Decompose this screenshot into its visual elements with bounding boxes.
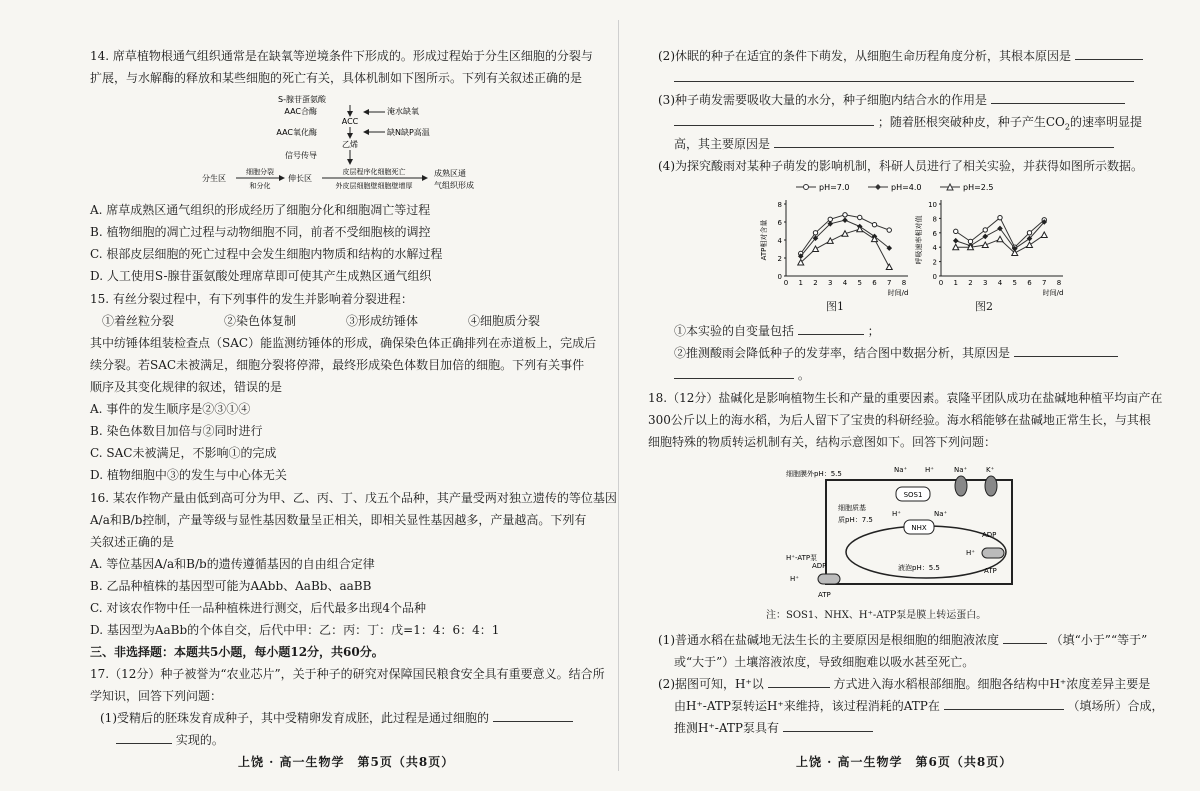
q15-line4: 顺序及其变化规律的叙述，错误的是 xyxy=(90,380,283,394)
q15-line1: 15. 有丝分裂过程中，有下列事件的发生并影响着分裂进程： xyxy=(90,292,413,306)
q17-part1-cont xyxy=(116,731,224,749)
diagram-acc-oxidase: AAC氧化酶 xyxy=(276,128,317,137)
q18-part1-text: (1)普通水稻在盐碱地无法生长的主要原因是根细胞的细胞液浓度 xyxy=(658,633,1000,647)
diagram-h-3: H⁺ xyxy=(966,549,975,557)
q17-part1-text: (1)受精后的胚珠发育成种子，其中受精卵发育成胚，此过程是通过细胞的 xyxy=(100,711,490,725)
x-tick-label-2: 1 xyxy=(953,279,958,287)
y-tick-label-1: 8 xyxy=(777,201,782,209)
diagram-zone2: 伸长区 xyxy=(288,174,312,183)
fig2-caption: 图2 xyxy=(975,300,993,313)
diagram-na-2: Na⁺ xyxy=(954,466,968,474)
diagram-vacuole: 液泡pH：5.5 xyxy=(898,564,940,572)
q17-part3 xyxy=(658,91,1125,109)
q15-option-b: B. 染色体数目加倍与②同时进行 xyxy=(90,424,263,438)
data-point-triangle xyxy=(886,264,892,270)
q16-line2: A/a和B/b控制，产量等级与显性基因数量呈正相关，即相关显性基因越多，产量越高。下列有 xyxy=(90,513,587,527)
y-tick-label-2: 4 xyxy=(932,244,937,253)
x-axis-label-1: 时间/d xyxy=(887,289,909,296)
q18-part2-text3: 由H⁺-ATP泵转运H⁺来维持，该过程消耗的ATP在 xyxy=(674,699,940,713)
q15-event3: ③形成纺锤体 xyxy=(346,314,419,328)
q14-option-c: C. 根部皮层细胞的死亡过程中会发生细胞内物质和结构的水解过程 xyxy=(90,247,443,261)
x-tick-label-2: 8 xyxy=(1056,279,1062,287)
y-tick-label-2: 10 xyxy=(928,201,937,209)
page-divider xyxy=(618,20,619,771)
q14-option-b: B. 植物细胞的凋亡过程与动物细胞不同，前者不受细胞核的调控 xyxy=(90,225,431,239)
diagram-flood: 淹水缺氧 xyxy=(387,107,419,116)
q18-part2-text2: 方式进入海水稻根部细胞。细胞各结构中H⁺浓度差异主要是 xyxy=(833,677,1151,691)
x-tick-label-1: 0 xyxy=(783,279,789,287)
x-tick-label-2: 0 xyxy=(938,279,944,287)
data-point-diamond xyxy=(982,234,988,240)
q16-line1: 16. 某农作物产量由低到高可分为甲、乙、丙、丁、戊五个品种，其产量受两对独立遗传的等位基因 xyxy=(90,491,617,505)
y-tick-label-1: 4 xyxy=(777,237,782,245)
q18-part2-text4: （填场所）合成， xyxy=(1067,699,1164,713)
y-tick-label-2: 6 xyxy=(932,229,937,238)
data-point-circle xyxy=(813,231,817,235)
diagram-hatp-pump: H⁺-ATP泵 xyxy=(786,554,818,562)
q18-part2-blank-c[interactable] xyxy=(783,719,873,732)
q17-part2-blank-a[interactable] xyxy=(1075,47,1143,60)
diagram-h-2: H⁺ xyxy=(892,510,901,518)
x-tick-label-1: 8 xyxy=(901,279,907,287)
data-point-triangle xyxy=(1041,232,1047,238)
q18-line2: 300公斤以上的海水稻，为后人留下了宝贵的科研经验。海水稻能够在盐碱地正常生长，与其根 xyxy=(648,413,1151,427)
q17-line2: 学知识，回答下列问题： xyxy=(90,689,223,703)
q17-part1-blank-b[interactable] xyxy=(116,731,172,744)
q16-option-c: C. 对该农作物中任一品种植株进行测交，后代最多出现4个品种 xyxy=(90,601,427,615)
q17-part4-2-cont xyxy=(674,366,810,384)
x-tick-label-2: 4 xyxy=(997,279,1003,287)
q18-part2 xyxy=(658,675,1150,693)
q15-option-c: C. SAC未被满足，不影响①的完成 xyxy=(90,446,277,460)
legend-label-3: pH=2.5 xyxy=(963,183,994,192)
q17-part1 xyxy=(100,709,573,727)
right-page-footer: 上饶 · 高一生物学 第6页（共8页） xyxy=(796,755,1013,769)
x-tick-label-1: 7 xyxy=(887,279,892,287)
q17-part4-2-text: ②推测酸雨会降低种子的发芽率，结合图中数据分析，其原因是 xyxy=(674,346,1011,360)
diagram-zone1: 分生区 xyxy=(202,174,226,183)
legend-label-1: pH=7.0 xyxy=(819,183,850,192)
data-point-circle xyxy=(983,228,987,232)
q18-part2-blank-a[interactable] xyxy=(768,675,830,688)
data-point-triangle xyxy=(982,242,988,248)
diagram-zone3-top: 成熟区通 xyxy=(434,169,466,178)
x-tick-label-1: 2 xyxy=(813,279,818,287)
diagram-atp-2: ATP xyxy=(818,591,831,599)
x-tick-label-2: 7 xyxy=(1042,279,1047,287)
y-tick-label-2: 2 xyxy=(932,258,937,267)
q17-part4-1 xyxy=(674,322,880,340)
y-tick-label-1: 2 xyxy=(777,255,782,263)
diagram-k-1: K⁺ xyxy=(986,466,995,474)
x-tick-label-2: 6 xyxy=(1027,279,1032,287)
q18-part2-text5: 推测H⁺-ATP泵具有 xyxy=(674,721,779,735)
diagram-adp-2: ADP xyxy=(812,562,827,570)
data-point-diamond xyxy=(842,217,848,223)
left-page-footer: 上饶 · 高一生物学 第5页（共8页） xyxy=(238,755,455,769)
q17-part4-2-blank-b[interactable] xyxy=(674,366,794,379)
diagram-h-1: H⁺ xyxy=(925,466,934,474)
q17-part4-1-end: ； xyxy=(867,324,880,338)
q15-event1: ①着丝粒分裂 xyxy=(102,314,175,328)
q17-part3-blank-c[interactable] xyxy=(774,135,1114,148)
data-point-triangle xyxy=(1027,242,1033,248)
y-tick-label-2: 0 xyxy=(932,273,937,281)
data-point-circle xyxy=(828,217,832,221)
y-axis-label-2: 呼吸速率相对值 xyxy=(915,215,923,265)
diagram-nhx: NHX xyxy=(911,524,927,532)
diagram-arrow2-top: 皮层程序化细胞死亡 xyxy=(342,168,406,176)
q18-diagram-note: 注：SOS1、NHX、H⁺-ATP泵是膜上转运蛋白。 xyxy=(766,610,987,621)
q17-part1-blank-a[interactable] xyxy=(493,709,573,722)
q18-part1-blank[interactable] xyxy=(1003,631,1047,644)
x-axis-label-2: 时间/d xyxy=(1042,289,1064,296)
data-point-circle xyxy=(858,215,862,219)
q18-part2-cont2 xyxy=(674,719,873,737)
root-cell-transport-diagram xyxy=(786,460,1026,600)
q18-part1-text2: （填“小于”“等于” xyxy=(1050,633,1148,647)
y-tick-label-1: 0 xyxy=(777,273,782,281)
x-tick-label-2: 2 xyxy=(968,279,973,287)
diagram-arrow1-bottom: 和分化 xyxy=(249,182,271,190)
co2-subscript: 2 xyxy=(1064,122,1070,132)
q17-part2-cont xyxy=(674,69,1134,87)
data-point-triangle xyxy=(813,246,819,252)
q14-line1: 14. 席草植物根通气组织通常是在缺氧等逆境条件下形成的。形成过程始于分生区细胞的分裂与 xyxy=(90,49,593,63)
q17-part4: (4)为探究酸雨对某种子萌发的影响机制，科研人员进行了相关实验，并获得如图所示数据。 xyxy=(658,159,1144,173)
q17-part4-1-text: ①本实验的自变量包括 xyxy=(674,324,795,338)
q15-line2: 其中纺锤体组装检查点（SAC）能监测纺锤体的形成，确保染色体正确排列在赤道板上，完成后 xyxy=(90,336,597,350)
q18-line3: 细胞特殊的物质转运机制有关，结构示意图如下。回答下列问题： xyxy=(648,435,997,449)
q18-part2-cont xyxy=(674,697,1164,715)
q15-event2: ②染色体复制 xyxy=(224,314,297,328)
q14-line2: 扩展，与水解酶的释放和某些细胞的死亡有关，具体机制如下图所示。下列有关叙述正确的是 xyxy=(90,71,583,85)
q17-part3-cont2 xyxy=(674,135,1114,153)
q15-option-a: A. 事件的发生顺序是②③①④ xyxy=(90,402,251,416)
diagram-na-3: Na⁺ xyxy=(934,510,948,518)
data-point-circle xyxy=(872,223,876,227)
diagram-acc: ACC xyxy=(341,117,359,126)
legend-marker-diamond xyxy=(875,184,881,190)
q17-part4-2 xyxy=(674,344,1118,362)
diagram-signal: 信号传导 xyxy=(285,151,317,160)
diagram-matrix-1: 细胞质基 xyxy=(838,504,866,512)
diagram-adp-1: ADP xyxy=(982,531,997,539)
x-tick-label-1: 6 xyxy=(872,279,877,287)
q17-part3-text: (3)种子萌发需要吸收大量的水分，种子细胞内结合水的作用是 xyxy=(658,93,988,107)
q14-option-a: A. 席草成熟区通气组织的形成经历了细胞分化和细胞凋亡等过程 xyxy=(90,203,431,217)
q16-line3: 关叙述正确的是 xyxy=(90,535,175,549)
q14-option-d: D. 人工使用S-腺苷蛋氨酸处理席草即可使其产生成熟区通气组织 xyxy=(90,269,432,283)
q17-part3-text2: ；随着胚根突破种皮，种子产生CO xyxy=(877,115,1065,129)
y-tick-label-1: 6 xyxy=(777,219,782,227)
diagram-na-1: Na⁺ xyxy=(894,466,908,474)
q18-line1: 18.（12分）盐碱化是影响植物生长和产量的重要因素。袁隆平团队成功在盐碱地种植平均亩产在 xyxy=(648,391,1163,405)
data-point-circle xyxy=(1027,231,1031,235)
root-aerenchyma-diagram xyxy=(202,92,502,202)
diagram-lack-np: 缺N缺P高温 xyxy=(387,128,430,137)
diagram-h-4: H⁺ xyxy=(790,575,799,583)
q18-part1-cont: 或“大于”）土壤溶液浓度，导致细胞难以吸水甚至死亡。 xyxy=(674,655,975,669)
q15-event4: ④细胞质分裂 xyxy=(468,314,541,328)
x-tick-label-1: 3 xyxy=(828,279,833,287)
diagram-arrow2-bottom: 外皮层细胞壁细胞壁增厚 xyxy=(335,182,413,190)
q16-option-b: B. 乙品种植株的基因型可能为AAbb、AaBb、aaBB xyxy=(90,579,372,593)
q18-part2-blank-b[interactable] xyxy=(944,697,1064,710)
q17-part4-2-blank-a[interactable] xyxy=(1014,344,1118,357)
diagram-top-node: S-腺苷蛋氨酸 xyxy=(278,95,326,104)
diagram-acc-synthase: AAC合酶 xyxy=(284,107,317,116)
x-tick-label-1: 5 xyxy=(857,279,862,287)
q18-part1 xyxy=(658,631,1147,649)
q17-part3-cont xyxy=(674,113,1142,136)
diagram-atp-1: ATP xyxy=(984,567,997,575)
q17-part3-blank-a[interactable] xyxy=(991,91,1125,104)
legend-svg xyxy=(744,180,1044,194)
data-point-triangle xyxy=(997,236,1003,242)
data-point-circle xyxy=(843,213,847,217)
data-point-circle xyxy=(887,228,891,232)
y-axis-label-1: ATP相对含量 xyxy=(760,219,768,261)
data-point-diamond xyxy=(953,238,959,244)
diagram-ethylene: 乙烯 xyxy=(342,140,358,149)
diagram-zone3-bottom: 气组织形成 xyxy=(434,181,474,190)
x-tick-label-2: 3 xyxy=(983,279,988,287)
q17-part4-1-blank[interactable] xyxy=(798,322,864,335)
q17-part3-blank-b[interactable] xyxy=(674,113,874,126)
q17-part2-blank-b[interactable] xyxy=(674,69,1134,82)
section-3-heading: 三、非选择题：本题共5小题，每小题12分，共60分。 xyxy=(90,645,384,659)
q17-part2-text: (2)休眠的种子在适宜的条件下萌发，从细胞生命历程角度分析，其根本原因是 xyxy=(658,49,1072,63)
x-tick-label-2: 5 xyxy=(1012,279,1017,287)
q16-option-d: D. 基因型为AaBb的个体自交，后代中甲：乙：丙：丁：戊=1：4：6：4：1 xyxy=(90,623,500,637)
data-point-circle xyxy=(998,215,1002,219)
chart-fig1 xyxy=(758,196,918,296)
q18-part2-text: (2)据图可知，H⁺以 xyxy=(658,677,764,691)
diagram-outside: 细胞膜外pH：5.5 xyxy=(786,470,842,478)
q17-part4-2-end: 。 xyxy=(797,368,810,382)
q17-part3-text3: 的速率明显提 xyxy=(1069,115,1142,129)
q15-line3: 续分裂。若SAC未被满足，细胞分裂将停滞，最终形成染色体数目加倍的细胞。下列有关事件 xyxy=(90,358,585,372)
chart-legend xyxy=(744,180,1044,194)
data-point-triangle xyxy=(827,238,833,244)
legend-label-2: pH=4.0 xyxy=(891,183,922,192)
x-tick-label-1: 4 xyxy=(842,279,848,287)
q17-part2 xyxy=(658,47,1143,65)
chart-fig2 xyxy=(913,196,1078,296)
x-tick-label-1: 1 xyxy=(798,279,803,287)
y-tick-label-2: 8 xyxy=(932,215,937,224)
q17-line1: 17.（12分）种子被誉为“农业芯片”，关于种子的研究对保障国民粮食安全具有重要意义。结合所 xyxy=(90,667,605,681)
q17-part1-end: 实现的。 xyxy=(175,733,224,747)
q16-option-a: A. 等位基因A/a和B/b的遗传遵循基因的自由组合定律 xyxy=(90,557,375,571)
diagram-arrow1-top: 细胞分裂 xyxy=(246,168,274,176)
diagram-sos1: SOS1 xyxy=(903,491,923,499)
legend-marker-circle xyxy=(804,185,809,190)
fig1-caption: 图1 xyxy=(826,300,844,313)
q15-option-d: D. 植物细胞中③的发生与中心体无关 xyxy=(90,468,287,482)
q17-part3-text4: 高，其主要原因是 xyxy=(674,137,771,151)
data-point-circle xyxy=(954,229,958,233)
diagram-matrix-2: 质pH：7.5 xyxy=(838,516,873,524)
